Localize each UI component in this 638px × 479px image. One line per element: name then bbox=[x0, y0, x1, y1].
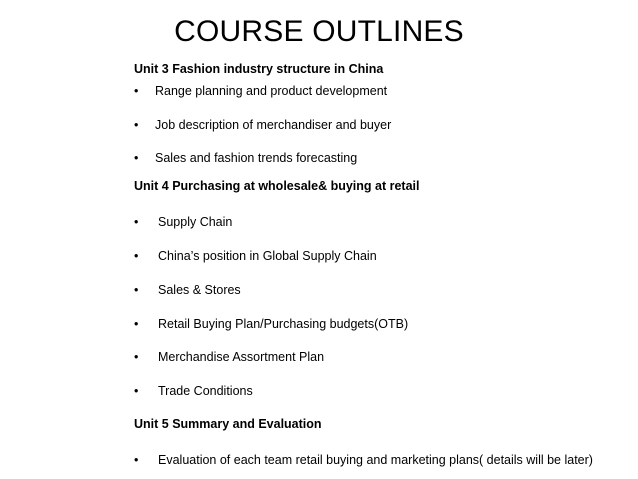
section-heading-unit-5: Unit 5 Summary and Evaluation bbox=[134, 417, 322, 431]
list-item-text: Job description of merchandiser and buyer bbox=[155, 118, 392, 132]
list-item-text: Trade Conditions bbox=[158, 384, 253, 398]
bullet-icon: • bbox=[134, 317, 139, 331]
list-item-text: Retail Buying Plan/Purchasing budgets(OTB) bbox=[158, 317, 409, 331]
bullet-icon: • bbox=[134, 84, 139, 98]
section-heading-unit-4: Unit 4 Purchasing at wholesale& buying at retail bbox=[134, 179, 420, 193]
list-item-text: Evaluation of each team retail buying and marketing plans( details will be later) bbox=[158, 453, 593, 467]
bullet-icon: • bbox=[134, 453, 139, 467]
bullet-icon: • bbox=[134, 283, 139, 297]
list-item-text: China’s position in Global Supply Chain bbox=[158, 249, 377, 263]
page-title: COURSE OUTLINES bbox=[174, 15, 464, 48]
section-heading-unit-3: Unit 3 Fashion industry structure in China bbox=[134, 62, 384, 76]
list-item-text: Supply Chain bbox=[158, 215, 233, 229]
bullet-icon: • bbox=[134, 151, 139, 165]
bullet-icon: • bbox=[134, 118, 139, 132]
list-item-text: Merchandise Assortment Plan bbox=[158, 350, 325, 364]
bullet-icon: • bbox=[134, 384, 139, 398]
list-item-text: Sales & Stores bbox=[158, 283, 241, 297]
list-item-text: Sales and fashion trends forecasting bbox=[155, 151, 358, 165]
bullet-icon: • bbox=[134, 350, 139, 364]
bullet-icon: • bbox=[134, 249, 139, 263]
bullet-icon: • bbox=[134, 215, 139, 229]
list-item-text: Range planning and product development bbox=[155, 84, 388, 98]
